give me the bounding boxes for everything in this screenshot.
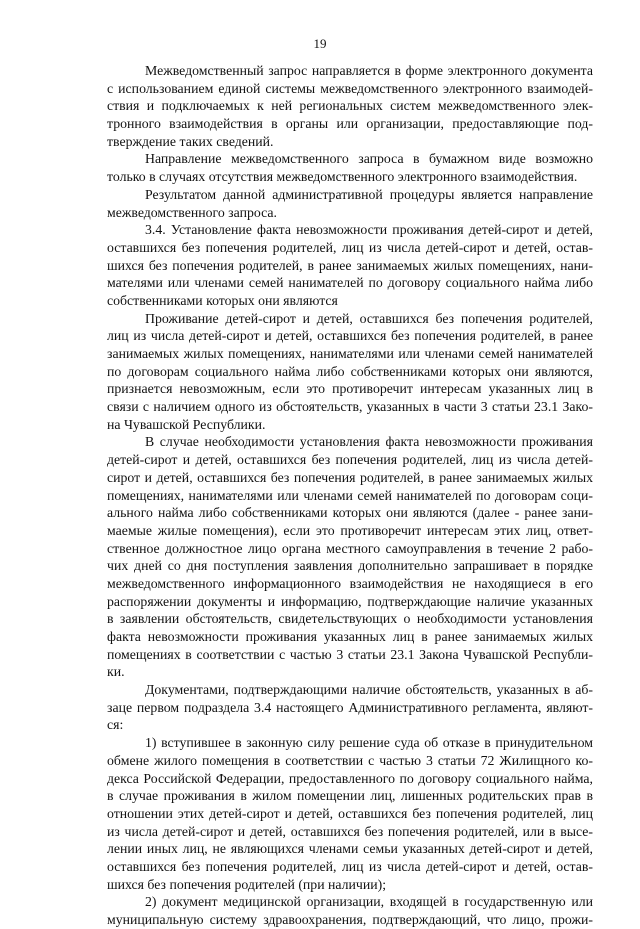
text-line: межведомственного запроса.: [107, 204, 277, 220]
text-line: отношении этих детей-сирот и детей, оставшихся без попечения родителей, лиц: [107, 805, 593, 821]
text-line: тронного взаимодействия в органы или организации, предоставляющие под-: [107, 116, 593, 132]
text-line: заце первом подраздела 3.4 настоящего Административного регламента, являют-: [107, 699, 593, 715]
text-line: шихся без попечения родителей, в ранее занимаемых жилых помещениях, нани-: [107, 257, 593, 273]
text-line: Направление межведомственного запроса в бумажном виде возможно: [145, 151, 593, 167]
text-line: межведомственного информационного взаимодействия не находящиеся в его: [107, 575, 593, 591]
text-line: сирот и детей, оставшихся без попечения родителей, в ранее занимаемых жилых: [107, 469, 593, 485]
text-line: мателями или членами семей нанимателей по договору социального найма либо: [107, 275, 593, 291]
text-line: только в случаях отсутствия межведомственного электронного взаимодействия.: [107, 169, 578, 185]
text-line: Проживание детей-сирот и детей, оставшихся без попечения родителей,: [145, 310, 593, 326]
text-line: признается невозможным, если это противоречит интересам указанных лиц в: [107, 381, 593, 397]
text-line: шихся без попечения родителей (при наличии);: [107, 876, 387, 892]
text-line: ального найма либо собственниками которых они являются (далее - ранее зани-: [107, 505, 593, 521]
paragraph: [107, 310, 593, 434]
text-line: связи с наличием одного из обстоятельств, указанных в части 3 статьи 23.1 Зако-: [107, 399, 593, 415]
text-line: ся:: [107, 717, 124, 733]
text-line: оставшихся без попечения родителей, лиц из числа детей-сирот и детей, остав-: [107, 239, 593, 255]
paragraph: [107, 433, 593, 681]
paragraph: [107, 734, 593, 893]
text-line: Межведомственный запрос направляется в форме электронного документа: [145, 63, 593, 78]
text-line: обмене жилого помещения в соответствии с частью 3 статьи 72 Жилищного ко-: [107, 752, 593, 768]
paragraph: [107, 150, 593, 185]
text-line: детей-сирот и детей, оставшихся без попечения родителей, лиц из числа детей-: [107, 452, 593, 468]
text-line: тверждение таких сведений.: [107, 133, 274, 149]
text-line: 1) вступившее в законную силу решение суда об отказе в принудительном: [145, 735, 593, 751]
text-line: по договорам социального найма либо собственниками которых они являются,: [107, 363, 593, 379]
paragraph: [107, 62, 593, 150]
text-line: лиц из числа детей-сирот и детей, оставшихся без попечения родителей, в ранее: [107, 328, 593, 344]
body-text: [107, 62, 593, 929]
paragraph: [107, 186, 593, 221]
text-line: лении иных лиц, не являющихся членами семьи указанных детей-сирот и детей,: [107, 841, 593, 857]
text-line: занимаемых жилых помещениях, нанимателями или членами семей нанимателей: [107, 346, 593, 361]
text-line: помещениях, нанимателями или членами семей нанимателей по договорам соци-: [107, 487, 593, 503]
text-line: на Чувашской Республики.: [107, 416, 266, 432]
text-line: с использованием единой системы межведомственного электронного взаимодей-: [107, 80, 593, 96]
text-line: в заявлении обстоятельств, свидетельствующих о необходимости установления: [107, 611, 593, 627]
text-line: помещениях в соответствии с частью 3 статьи 23.1 Закона Чувашской Республи-: [107, 646, 593, 662]
text-line: ки.: [107, 664, 125, 680]
text-line: ствия и подключаемых к ней региональных систем межведомственного элек-: [107, 98, 593, 114]
text-line: Документами, подтверждающими наличие обстоятельств, указанных в аб-: [145, 682, 593, 698]
text-line: ственное должностное лицо органа местного самоуправления в течение 2 рабо-: [107, 540, 593, 556]
text-line: в случае проживания в жилом помещении лиц, лишенных родительских прав в: [107, 788, 593, 804]
text-line: факта невозможности проживания указанных лиц в ранее занимаемых жилых: [107, 629, 593, 644]
text-line: декса Российской Федерации, предоставленного по договору социального найма,: [107, 770, 593, 786]
paragraph: [107, 893, 593, 928]
text-line: распоряжении документы и информацию, подтверждающие наличие указанных: [107, 593, 593, 609]
text-line: 3.4. Установление факта невозможности проживания детей-сирот и детей,: [145, 222, 593, 238]
text-line: чих дней со дня поступления заявления дополнительно запрашивает в порядке: [107, 558, 593, 574]
text-line: 2) документ медицинской организации, входящей в государственную или: [145, 894, 593, 910]
text-line: оставшихся без попечения родителей, лиц из числа детей-сирот и детей, остав-: [107, 858, 593, 874]
text-line: В случае необходимости установления факта невозможности проживания: [145, 434, 593, 450]
text-line: муниципальную систему здравоохранения, подтверждающий, что лицо, прожи-: [107, 912, 593, 927]
text-line: Результатом данной административной процедуры является направление: [145, 186, 593, 202]
text-line: из числа детей-сирот и детей, оставшихся без попечения родителей, или в высе-: [107, 823, 593, 839]
page-number: 19: [313, 36, 327, 51]
paragraph: [107, 221, 593, 309]
text-line: собственниками которых они являются: [107, 292, 338, 308]
paragraph: [107, 681, 593, 734]
text-line: маемые жилые помещения), если это противоречит интересам этих лиц, ответ-: [107, 522, 593, 538]
